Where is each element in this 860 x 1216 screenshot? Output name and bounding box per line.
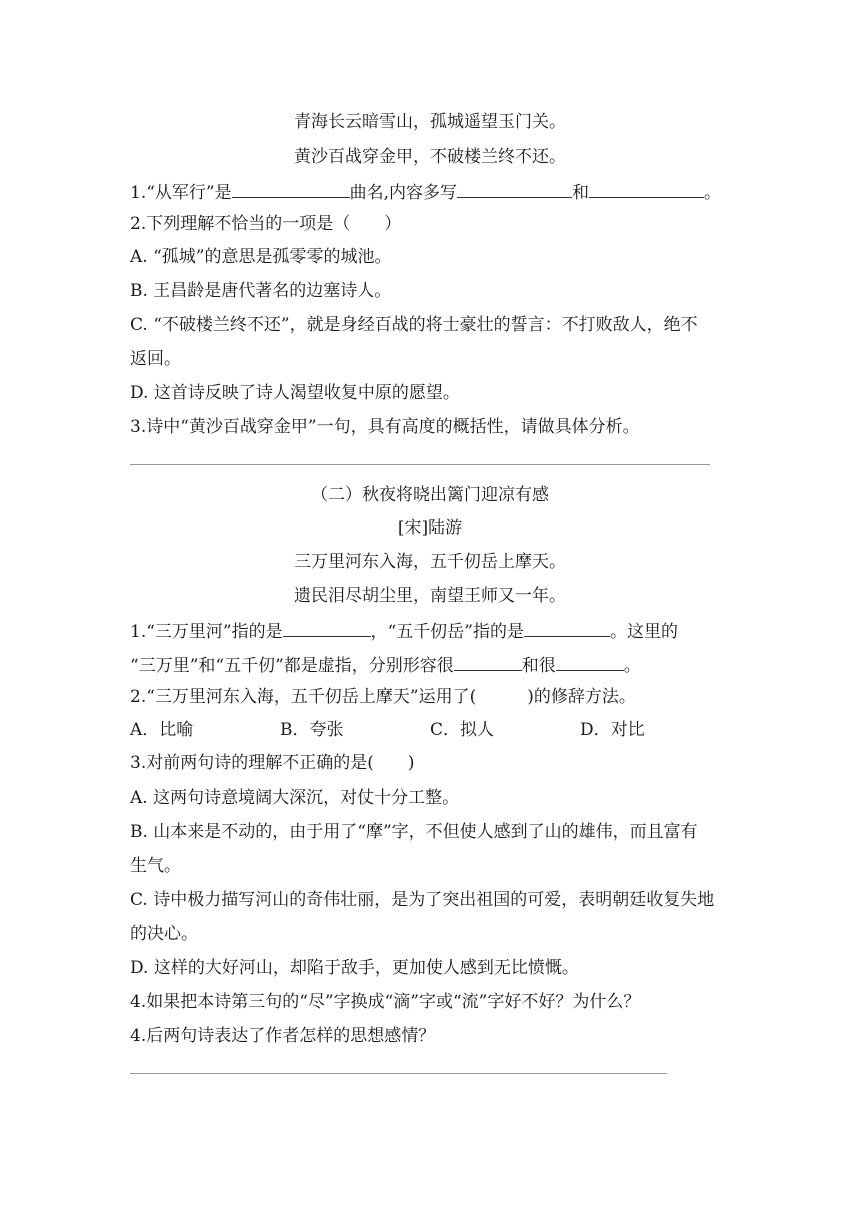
poem1-line1: 青海长云暗雪山，孤城遥望玉门关。 [294, 112, 566, 132]
s1-q1-blank-3[interactable] [589, 181, 704, 198]
poem2-author: [宋]陆游 [397, 518, 463, 538]
s1-option-d: D. 这首诗反映了诗人渴望收复中原的愿望。 [130, 383, 460, 403]
s2-option-d: D. 这样的大好河山，却陷于敌手，更加使人感到无比愤慨。 [130, 958, 579, 978]
s1-option-a: A. “孤城”的意思是孤零零的城池。 [130, 247, 392, 267]
poem2-line2: 遗民泪尽胡尘里，南望王师又一年。 [294, 586, 566, 606]
s2-option-b-line2: 生气。 [130, 856, 181, 876]
s1-q1-end: 。 [704, 183, 722, 203]
s2-option-c-line1: C. 诗中极力描写河山的奇伟壮丽，是为了突出祖国的可爱，表明朝廷收复失地 [130, 890, 715, 910]
s2-question-4b: 4.后两句诗表达了作者怎样的思想感情？ [130, 1026, 436, 1046]
s2-question-2: 2.“三万里河东入海，五千仞岳上摩天”运用了( )的修辞方法。 [130, 687, 636, 707]
s2-q1-end1: 。这里的 [610, 622, 678, 642]
s2-question-1-line2 [130, 654, 641, 677]
s2-q1-mid1: ，“五千仞岳”指的是 [370, 622, 524, 642]
s2-q1-blank-3[interactable] [454, 654, 522, 671]
s1-q1-blank-1[interactable] [232, 181, 350, 198]
s1-option-b: B. 王昌龄是唐代著名的边塞诗人。 [130, 281, 392, 301]
s1-question-1 [130, 181, 721, 204]
s2-q2-option-d[interactable]: D．对比 [580, 720, 645, 740]
s2-option-a: A. 这两句诗意境阔大深沉，对仗十分工整。 [130, 788, 460, 808]
s2-q1-prefix: 1.“三万里河”指的是 [130, 622, 283, 642]
s2-answer-line[interactable] [130, 1073, 667, 1074]
s2-question-4a: 4.如果把本诗第三句的“尽”字换成“滴”字或“流”字好不好？为什么？ [130, 992, 641, 1012]
s2-option-b-line1: B. 山本来是不动的，由于用了“摩”字，不但使人感到了山的雄伟，而且富有 [130, 822, 698, 842]
s1-q1-mid1: 曲名,内容多写 [349, 183, 458, 203]
s1-option-c-line2: 返回。 [130, 349, 181, 369]
s2-q1-line2-mid: 和很 [521, 656, 556, 676]
s1-answer-line[interactable] [130, 464, 710, 465]
s2-option-c-line2: 的决心。 [130, 924, 198, 944]
s2-q1-blank-4[interactable] [556, 654, 624, 671]
s2-question-3: 3.对前两句诗的理解不正确的是( ) [130, 753, 415, 773]
s2-question-1-line1 [130, 620, 678, 643]
s1-option-c-line1: C. “不破楼兰终不还”，就是身经百战的将士豪壮的誓言：不打败敌人，绝不 [130, 315, 698, 335]
s2-q2-option-a[interactable]: A．比喻 [130, 720, 194, 740]
poem2-line1: 三万里河东入海，五千仞岳上摩天。 [294, 552, 566, 572]
poem2-title: （二）秋夜将晓出篱门迎凉有感 [311, 485, 549, 505]
s1-q1-blank-2[interactable] [457, 181, 572, 198]
s1-question-2: 2.下列理解不恰当的一项是（ ） [130, 214, 402, 234]
s2-q2-option-c[interactable]: C．拟人 [430, 720, 495, 740]
s2-q1-blank-1[interactable] [283, 620, 371, 637]
s1-q1-prefix: 1.“从军行”是 [130, 183, 232, 203]
s1-q1-mid2: 和 [572, 183, 590, 203]
s2-q1-line2-end: 。 [623, 656, 641, 676]
s1-question-3: 3.诗中“黄沙百战穿金甲”一句，具有高度的概括性，请做具体分析。 [130, 417, 640, 437]
s2-q2-option-b[interactable]: B．夸张 [280, 720, 344, 740]
s2-q1-line2-prefix: “三万里”和“五千仞”都是虚指，分别形容很 [130, 656, 454, 676]
s2-q1-blank-2[interactable] [524, 620, 610, 637]
poem1-line2: 黄沙百战穿金甲，不破楼兰终不还。 [294, 147, 566, 167]
